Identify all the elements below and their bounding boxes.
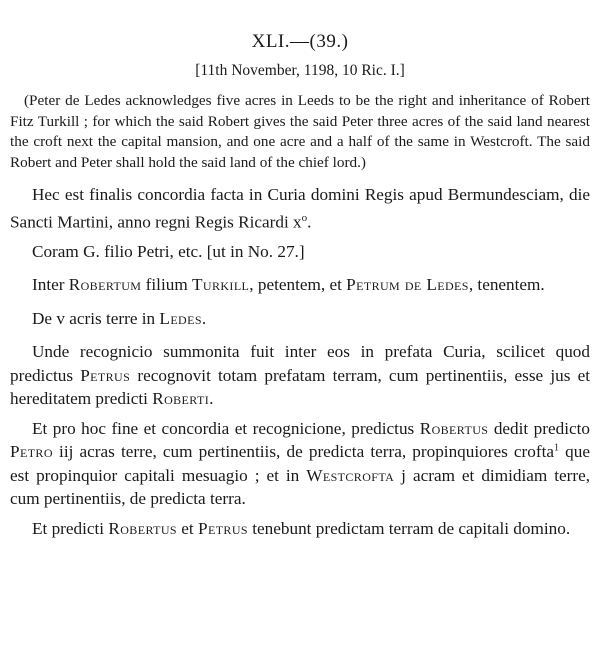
abstract-text: (Peter de Ledes acknowledges five acres in Leeds to be the right and inheritance of Robert Fitz Turkill ; for which the said Robert gives the said Peter three acres of the said land nearest the croft next the capital mansion, and one acre and a half of the same in Westcroft. The said Robert and Peter shall hold the said land of the chief lord.)	[10, 92, 590, 171]
charter-paragraph-3	[10, 273, 590, 297]
charter-paragraph-2: Coram G. filio Petri, etc. [ut in No. 27.]	[32, 241, 305, 261]
p6-a: Et pro hoc fine et concordia et recognicione, predictus	[32, 418, 420, 438]
p1-text: Hec est finalis concordia facta in Curia domini Regis apud Bermundesciam, die Sancti Martini, anno regni Regis Ricardi x	[10, 185, 590, 232]
charter-paragraph-7	[10, 517, 590, 541]
p7-b: et	[177, 518, 198, 538]
p5-c: .	[209, 389, 214, 409]
place-ledes: Ledes	[159, 308, 202, 328]
name-turkill: Turkill	[191, 275, 250, 295]
name-petrus: Petrus	[80, 365, 131, 385]
charter-paragraph-5	[10, 340, 590, 411]
charter-paragraph-4	[10, 307, 590, 331]
name-robertus-2: Robertus	[108, 518, 177, 538]
p6-b: dedit predicto	[488, 418, 590, 438]
p7-a: Et predicti	[32, 518, 109, 538]
latin-charter-text	[10, 183, 590, 540]
p5-b: recognovit totam prefatam terram, cum pertinentiis, esse jus et hereditatem predicti	[10, 365, 590, 409]
name-petro: Petro	[10, 442, 53, 462]
p6-c: iij acras terre, cum pertinentiis, de predicta terra, propinquiores crofta	[52, 442, 555, 462]
name-petrus-2: Petrus	[198, 518, 248, 538]
place-westcrofta: Westcrofta	[306, 465, 395, 485]
p1-end: .	[307, 212, 312, 232]
p3-c: , petentem, et	[249, 275, 347, 295]
p3-a: Inter	[32, 275, 69, 295]
english-abstract	[10, 91, 590, 173]
p4-a: De v acris terre in	[32, 308, 160, 328]
p6-e: j acram et dimidiam terre, cum pertinentiis, de predicta terra.	[10, 465, 590, 509]
p4-b: .	[201, 308, 207, 328]
p7-c: tenebunt predictam terram de capitali domino.	[247, 518, 571, 538]
name-robertus: Robertus	[419, 418, 489, 438]
charter-paragraph-6	[10, 417, 590, 511]
footnote-marker[interactable]: 1	[554, 442, 560, 454]
charter-number-title: XLI.—(39.)	[251, 31, 349, 52]
charter-paragraph-1	[10, 183, 590, 234]
name-robertum: Robertum	[68, 275, 142, 295]
charter-date: [11th November, 1198, 10 Ric. I.]	[195, 62, 405, 79]
p1-superscript: o	[301, 211, 308, 224]
name-roberti: Roberti	[152, 389, 210, 409]
p3-d: , tenentem.	[468, 275, 545, 295]
name-petrum-de-ledes: Petrum de Ledes	[346, 275, 469, 295]
p5-a: Unde recognicio summonita fuit inter eos in prefata Curia, scilicet quod predictus	[10, 342, 590, 385]
p3-b: filium	[141, 275, 192, 295]
p6-d: que est propinquior capitali mesuagio ; et in	[10, 442, 590, 485]
